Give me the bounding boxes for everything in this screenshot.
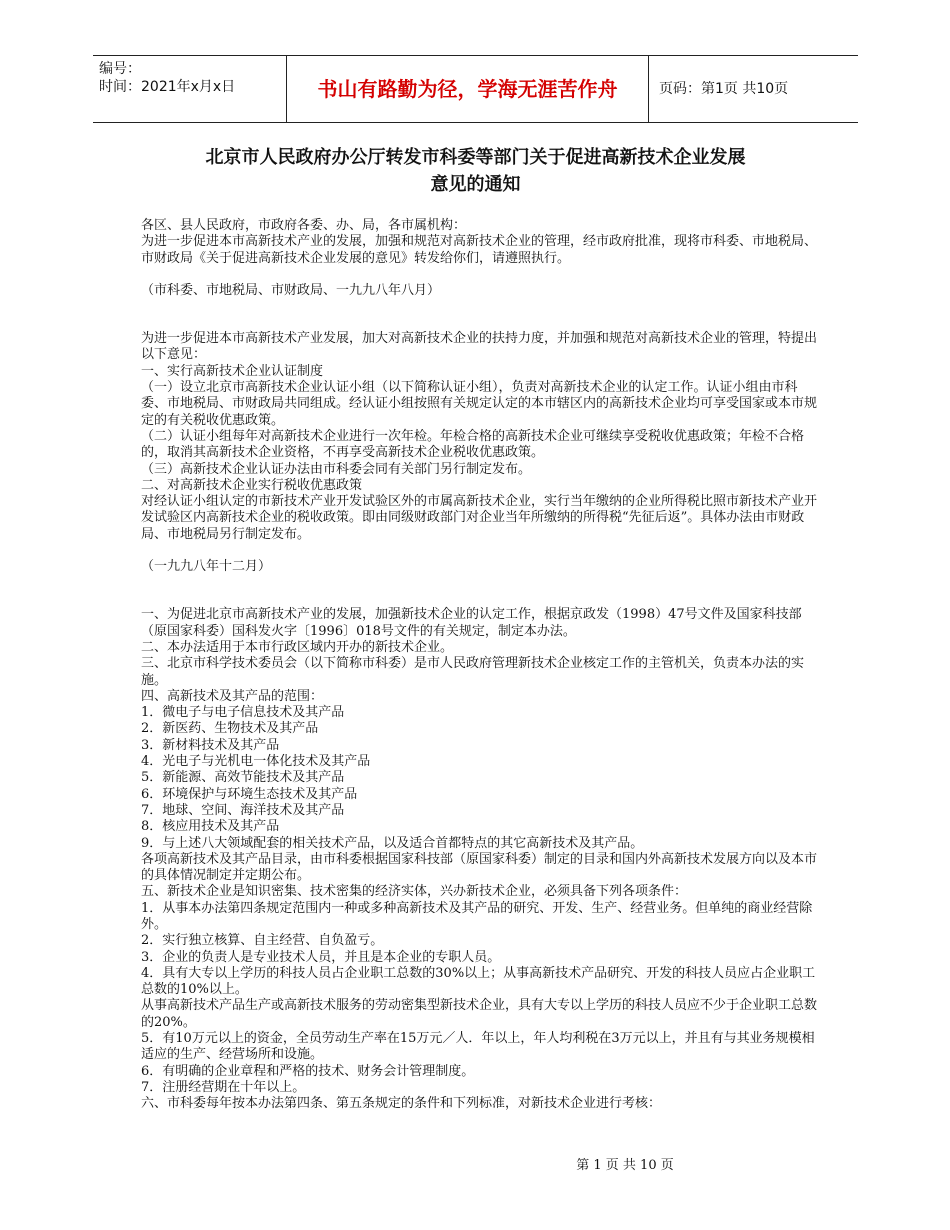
list-item: 4．光电子与光机电一体化技术及其产品 [141,754,371,770]
list-item: 2．实行独立核算、自主经营、自负盈亏。 [141,933,384,949]
page-footer: 第 1 页 共 10 页 [576,1158,674,1173]
paragraph: 对经认证小组认定的市新技术产业开发试验区外的市属高新技术企业，实行当年缴纳的企业所得税比照市新技术产业开发试验区内高新技术企业的税收政策。即由同级财政部门对企业当年所缴纳的所得税“先征后返”。具体办法由市财政局、市地税局另行制定发布。 [141,494,818,542]
paragraph: 为进一步促进本市高新技术产业的发展，加强和规范对高新技术企业的管理，经市政府批准，现将市科委、市地税局、市财政局《关于促进高新技术企业发展的意见》转发给你们，请遵照执行。 [141,234,818,266]
date-note: （一九九八年十二月） [141,559,272,575]
document-header [93,55,858,123]
list-item: 9．与上述八大领域配套的相关技术产品，以及适合首都特点的其它高新技术及其产品。 [141,835,644,851]
list-item: 4．具有大专以上学历的科技人员占企业职工总数的30%以上；从事高新技术产品研究、开发的科技人员应占企业职工总数的10%以上。 [141,965,816,998]
list-item: 5．新能源、高效节能技术及其产品 [141,770,345,786]
list-item: 5．有10万元以上的资金，全员劳动生产率在15万元／人．年以上，年人均利税在3万元以上，并且有与其业务规模相适应的生产、经营场所和设施。 [141,1031,815,1063]
paragraph: 二、本办法适用于本市行政区域内开办的新技术企业。 [141,639,454,655]
section-heading: 一、实行高新技术企业认证制度 [141,363,324,379]
source-note: （市科委、市地税局、市财政局、一九九八年八月） [141,282,441,298]
list-item: 8．核应用技术及其产品 [141,819,280,835]
paragraph: 各项高新技术及其产品目录，由市科委根据国家科技部（原国家科委）制定的目录和国内外高新技术发展方向以及本市的具体情况制定并定期公布。 [141,851,818,884]
paragraph: 三、北京市科学技术委员会（以下简称市科委）是市人民政府管理新技术企业核定工作的主管机关，负责本办法的实施。 [141,656,805,688]
header-motto: 书山有路勤为径，学海无涯苦作舟 [317,77,618,101]
title-line: 意见的通知 [430,174,521,195]
paragraph: 从事高新技术产品生产或高新技术服务的劳动密集型新技术企业，具有大专以上学历的科技人员应不少于企业职工总数的20%。 [141,998,818,1030]
section-heading: 五、新技术企业是知识密集、技术密集的经济实体，兴办新技术企业，必须具备下列各项条件： [141,884,688,900]
header-divider [648,56,649,122]
document-body [141,218,821,1113]
addressee: 各区、县人民政府，市政府各委、办、局，各市属机构： [141,218,467,233]
paragraph: （一）设立北京市高新技术企业认证小组（以下简称认证小组），负责对高新技术企业的认定工作。认证小组由市科委、市地税局、市财政局共同组成。经认证小组按照有关规定认定的本市辖区内的高新技术企业均可享受国家或本市规定的有关税收优惠政策。 [141,380,818,428]
document-time-label: 时间：2021年x月x日 [99,79,236,95]
list-item: 2．新医药、生物技术及其产品 [141,721,319,737]
document-title [93,144,858,198]
list-item: 7．地球、空间、海洋技术及其产品 [141,802,345,818]
section-heading: 六、市科委每年按本办法第四条、第五条规定的条件和下列标准，对新技术企业进行考核： [141,1096,662,1112]
list-item: 3．新材料技术及其产品 [141,737,280,753]
list-item: 1．微电子与电子信息技术及其产品 [141,705,345,721]
paragraph: 一、为促进北京市高新技术产业的发展，加强新技术企业的认定工作，根据京政发（1998）47号文件及国家科技部（原国家科委）国科发火字〔1996〕018号文件的有关规定，制定本办法。 [141,607,802,639]
list-item: 6．有明确的企业章程和严格的技术、财务会计管理制度。 [141,1063,475,1079]
paragraph: （三）高新技术企业认证办法由市科委会同有关部门另行制定发布。 [141,461,532,477]
list-item: 7．注册经营期在十年以上。 [141,1079,306,1095]
list-item: 1．从事本办法第四条规定范围内一种或多种高新技术及其产品的研究、开发、生产、经营业务。但单纯的商业经营除外。 [141,900,813,932]
header-page-info: 页码：第1页 共10页 [659,81,789,97]
document-number-label: 编号： [99,61,141,77]
title-line: 北京市人民政府办公厅转发市科委等部门关于促进高新技术企业发展 [205,147,746,168]
paragraph: （二）认证小组每年对高新技术企业进行一次年检。年检合格的高新技术企业可继续享受税收优惠政策；年检不合格的，取消其高新技术企业资格，不再享受高新技术企业税收优惠政策。 [141,428,805,461]
list-item: 6．环境保护与环境生态技术及其产品 [141,786,358,802]
paragraph: 为进一步促进本市高新技术产业发展，加大对高新技术企业的扶持力度，并加强和规范对高新技术企业的管理，特提出以下意见： [141,331,818,363]
section-heading: 四、高新技术及其产品的范围： [141,688,324,704]
section-heading: 二、对高新技术企业实行税收优惠政策 [141,477,363,493]
header-meta [99,60,235,96]
list-item: 3．企业的负责人是专业技术人员，并且是本企业的专职人员。 [141,949,501,965]
